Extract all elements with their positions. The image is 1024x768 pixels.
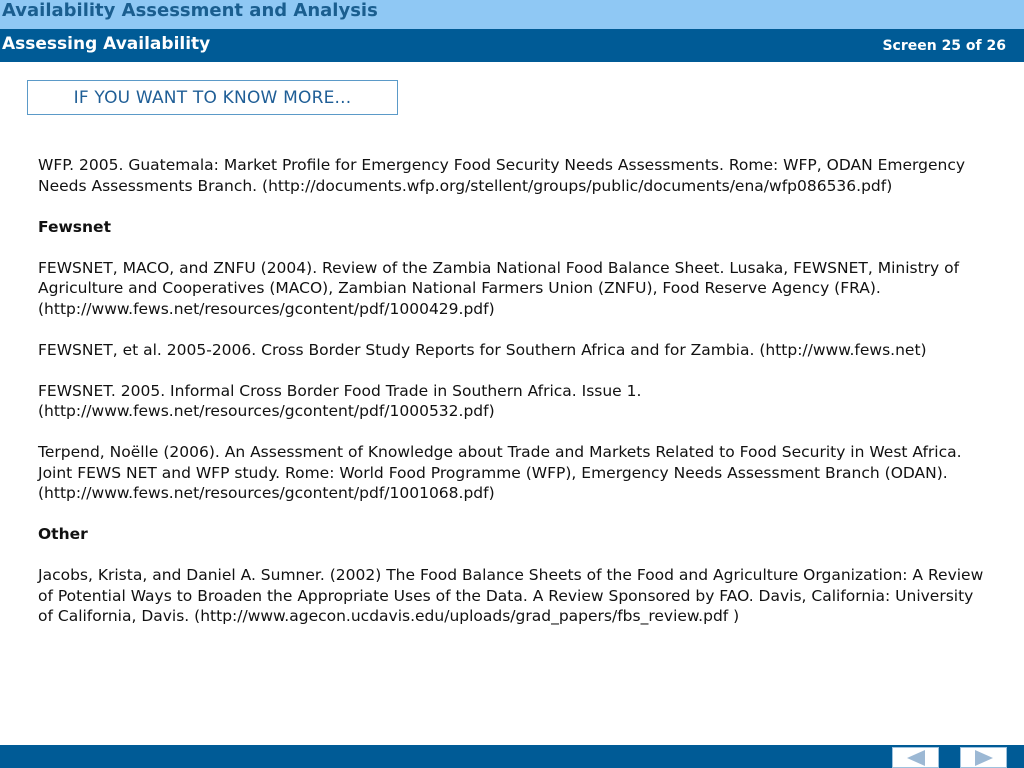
reference-item: FEWSNET, MACO, and ZNFU (2004). Review of the Zambia National Food Balance Sheet. Lusaka, FEWSNET, Ministry of Agriculture and Cooperatives (MACO), Zambian National Farmers Union (ZNFU), Food Reserve Agency (FRA). (http://www.fews.net/resources/gcontent/pdf/1000429.pdf) bbox=[38, 258, 960, 318]
reference-heading: Other bbox=[38, 525, 88, 543]
footer-bar bbox=[0, 745, 1024, 768]
reference-item: Jacobs, Krista, and Daniel A. Sumner. (2002) The Food Balance Sheets of the Food and Agriculture Organization: A Review of Potential Ways to Broaden the Appropriate Uses of the Data. A Review Sponsored by FAO. Davis, California: University of California, Davis. (http://www.agecon.ucdavis.edu/uploads/grad_papers/fbs_review.pdf ) bbox=[38, 566, 984, 625]
course-title: Availability Assessment and Analysis bbox=[2, 0, 378, 21]
screen-counter: Screen 25 of 26 bbox=[882, 38, 1006, 54]
arrow-left-icon bbox=[901, 749, 931, 767]
section-title: IF YOU WANT TO KNOW MORE... bbox=[73, 87, 352, 108]
section-title-box bbox=[27, 80, 398, 115]
lesson-title: Assessing Availability bbox=[2, 34, 211, 54]
reference-heading: Fewsnet bbox=[38, 217, 111, 236]
references-list bbox=[38, 155, 988, 647]
reference-item: FEWSNET. 2005. Informal Cross Border Food Trade in Southern Africa. Issue 1. (http://www.fews.net/resources/gcontent/pdf/1000532.pdf) bbox=[38, 381, 642, 420]
reference-item: Terpend, Noëlle (2006). An Assessment of Knowledge about Trade and Markets Related to Food Security in West Africa. Joint FEWS NET and WFP study. Rome: World Food Programme (WFP), Emergency Needs Assessment Branch (ODAN). (http://www.fews.net/resources/gcontent/pdf/1001068.pdf) bbox=[38, 443, 962, 502]
previous-screen-button[interactable] bbox=[892, 747, 939, 768]
arrow-right-icon bbox=[969, 749, 999, 767]
reference-item: FEWSNET, et al. 2005-2006. Cross Border Study Reports for Southern Africa and for Zambia. (http://www.fews.net) bbox=[38, 340, 927, 359]
next-screen-button[interactable] bbox=[960, 747, 1007, 768]
reference-item: WFP. 2005. Guatemala: Market Profile for Emergency Food Security Needs Assessments. Rome: WFP, ODAN Emergency Needs Assessments Branch. (http://documents.wfp.org/stellent/groups/public/documents/ena/wfp086536.pdf) bbox=[38, 156, 966, 195]
